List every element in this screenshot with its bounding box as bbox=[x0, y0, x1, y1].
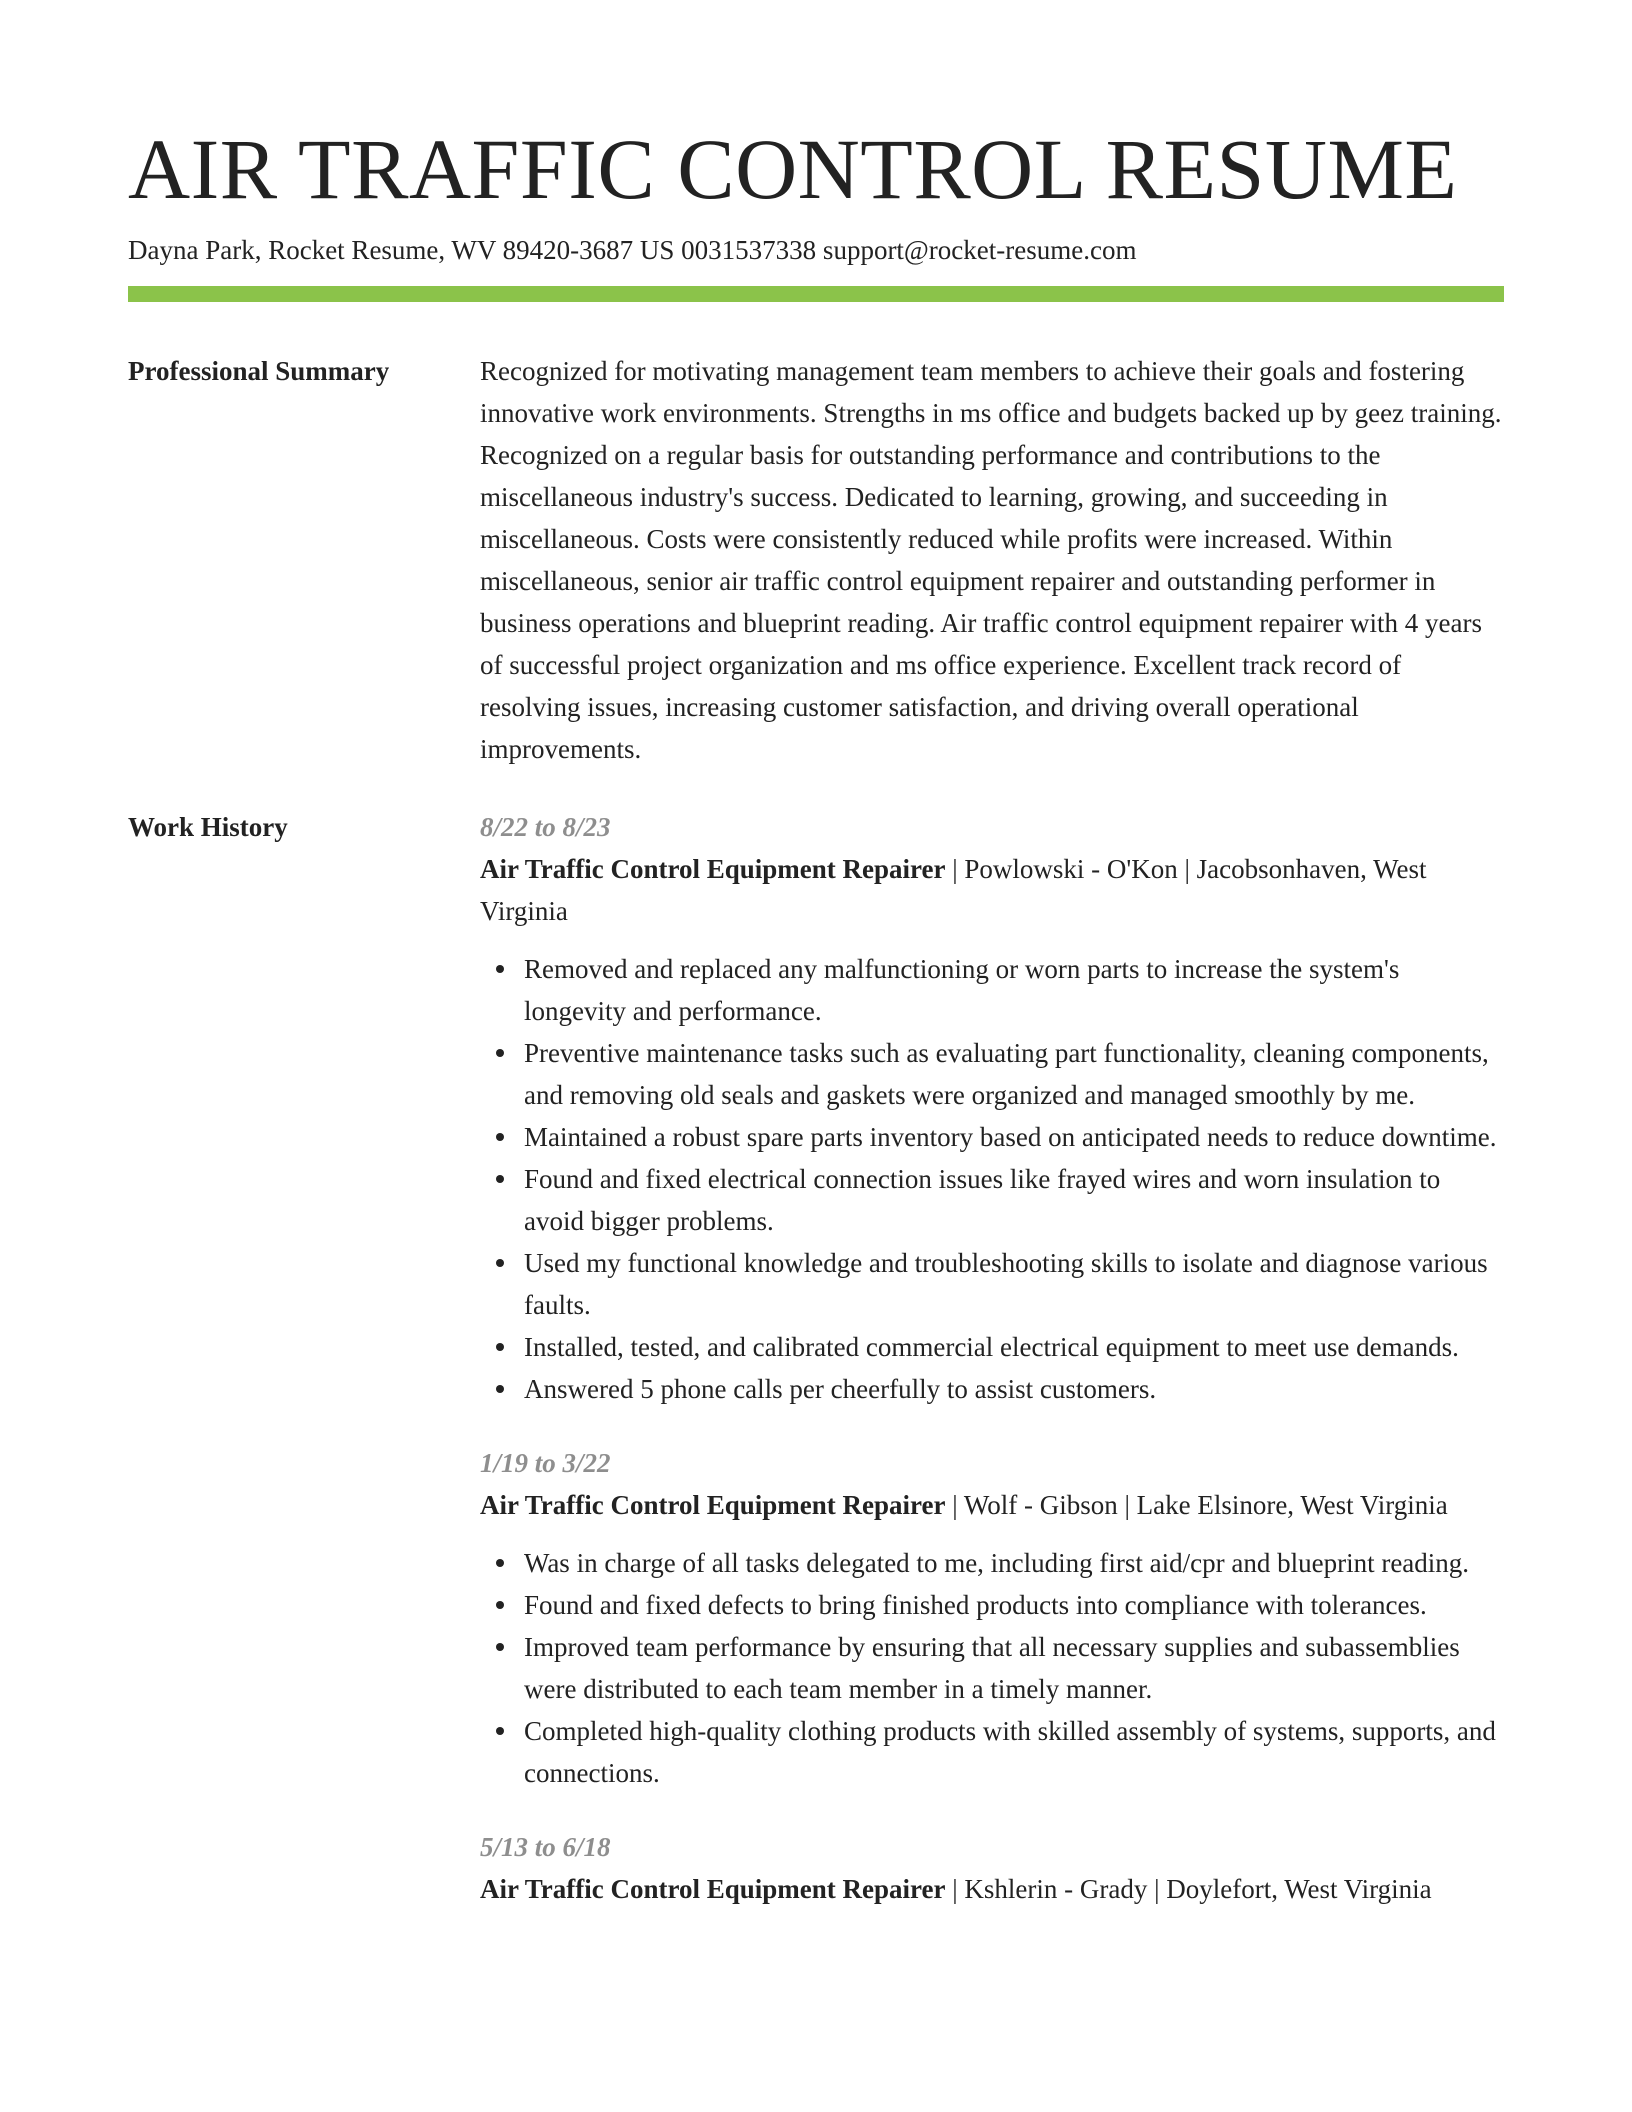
job-title: Air Traffic Control Equipment Repairer bbox=[480, 1490, 946, 1520]
job-bullet bbox=[524, 948, 1504, 1032]
header-accent-rule bbox=[128, 286, 1504, 302]
bullet-dot-icon bbox=[496, 1049, 504, 1057]
bullet-dot-icon bbox=[496, 1601, 504, 1609]
job-bullet bbox=[524, 1626, 1504, 1710]
job-bullet-text: Found and fixed electrical connection issues like frayed wires and worn insulation to avoid bigger problems. bbox=[524, 1164, 1441, 1236]
job-entry bbox=[480, 1826, 1504, 1910]
bullet-dot-icon bbox=[496, 1175, 504, 1183]
job-bullet bbox=[524, 1542, 1504, 1584]
job-heading bbox=[480, 1484, 1504, 1526]
job-dates: 8/22 to 8/23 bbox=[480, 812, 611, 842]
job-bullet-text: Installed, tested, and calibrated commercial electrical equipment to meet use demands. bbox=[524, 1332, 1459, 1362]
job-bullet bbox=[524, 1032, 1504, 1116]
contact-line: Dayna Park, Rocket Resume, WV 89420-3687 US 0031537338 support@rocket-resume.com bbox=[128, 235, 1137, 265]
job-dates: 5/13 to 6/18 bbox=[480, 1832, 611, 1862]
job-heading bbox=[480, 1868, 1504, 1910]
job-dates: 1/19 to 3/22 bbox=[480, 1448, 611, 1478]
job-bullet-text: Improved team performance by ensuring that all necessary supplies and subassemblies were distributed to each team member in a timely manner. bbox=[524, 1632, 1460, 1704]
bullet-dot-icon bbox=[496, 1727, 504, 1735]
job-bullet-list bbox=[480, 1542, 1504, 1794]
job-bullet-text: Maintained a robust spare parts inventory based on anticipated needs to reduce downtime. bbox=[524, 1122, 1497, 1152]
job-bullet-text: Removed and replaced any malfunctioning or worn parts to increase the system's longevity and performance. bbox=[524, 954, 1400, 1026]
bullet-dot-icon bbox=[496, 1133, 504, 1141]
job-bullet-text: Preventive maintenance tasks such as evaluating part functionality, cleaning components, and removing old seals and gaskets were organized and managed smoothly by me. bbox=[524, 1038, 1489, 1110]
job-company-location: | Wolf - Gibson | Lake Elsinore, West Virginia bbox=[945, 1490, 1448, 1520]
job-bullet bbox=[524, 1368, 1504, 1410]
job-bullet-text: Answered 5 phone calls per cheerfully to assist customers. bbox=[524, 1374, 1157, 1404]
job-bullet bbox=[524, 1242, 1504, 1326]
job-bullet bbox=[524, 1158, 1504, 1242]
bullet-dot-icon bbox=[496, 1343, 504, 1351]
section-label-work-history: Work History bbox=[128, 812, 288, 842]
job-company-location: | Kshlerin - Grady | Doylefort, West Virginia bbox=[945, 1874, 1432, 1904]
job-bullet-text: Used my functional knowledge and troubleshooting skills to isolate and diagnose various faults. bbox=[524, 1248, 1488, 1320]
job-company-location: | Powlowski - O'Kon | Jacobsonhaven, West Virginia bbox=[480, 854, 1427, 926]
job-bullet bbox=[524, 1584, 1504, 1626]
job-entry bbox=[480, 806, 1504, 1410]
job-bullet bbox=[524, 1326, 1504, 1368]
work-history-body bbox=[480, 806, 1504, 1910]
section-label-professional-summary: Professional Summary bbox=[128, 356, 390, 386]
job-bullet-text: Found and fixed defects to bring finished products into compliance with tolerances. bbox=[524, 1590, 1427, 1620]
bullet-dot-icon bbox=[496, 1643, 504, 1651]
bullet-dot-icon bbox=[496, 965, 504, 973]
job-heading bbox=[480, 848, 1504, 932]
job-entry bbox=[480, 1442, 1504, 1794]
job-bullet bbox=[524, 1116, 1504, 1158]
job-bullet-list bbox=[480, 948, 1504, 1410]
job-bullet-text: Was in charge of all tasks delegated to me, including first aid/cpr and blueprint reading. bbox=[524, 1548, 1470, 1578]
job-bullet-text: Completed high-quality clothing products with skilled assembly of systems, supports, and connections. bbox=[524, 1716, 1496, 1788]
job-title: Air Traffic Control Equipment Repairer bbox=[480, 1874, 946, 1904]
work-history-section bbox=[128, 806, 1504, 1910]
professional-summary-body bbox=[480, 350, 1504, 770]
job-bullet bbox=[524, 1710, 1504, 1794]
bullet-dot-icon bbox=[496, 1559, 504, 1567]
professional-summary-section bbox=[128, 350, 1504, 770]
resume-title: AIR TRAFFIC CONTROL RESUME bbox=[128, 121, 1458, 217]
job-title: Air Traffic Control Equipment Repairer bbox=[480, 854, 946, 884]
summary-text: Recognized for motivating management team members to achieve their goals and fostering innovative work environments. Strengths in ms office and budgets backed up by geez training. Recognized on a regular basis for outstanding performance and contributions to the miscellaneous industry's success. Dedicated to learning, growing, and succeeding in miscellaneous. Costs were consistently reduced while profits were increased. Within miscellaneous, senior air traffic control equipment repairer and outstanding performer in business operations and blueprint reading. Air traffic control equipment repairer with 4 years of successful project organization and ms office experience. Excellent track record of resolving issues, increasing customer satisfaction, and driving overall operational improvements. bbox=[480, 356, 1502, 764]
bullet-dot-icon bbox=[496, 1259, 504, 1267]
bullet-dot-icon bbox=[496, 1385, 504, 1393]
